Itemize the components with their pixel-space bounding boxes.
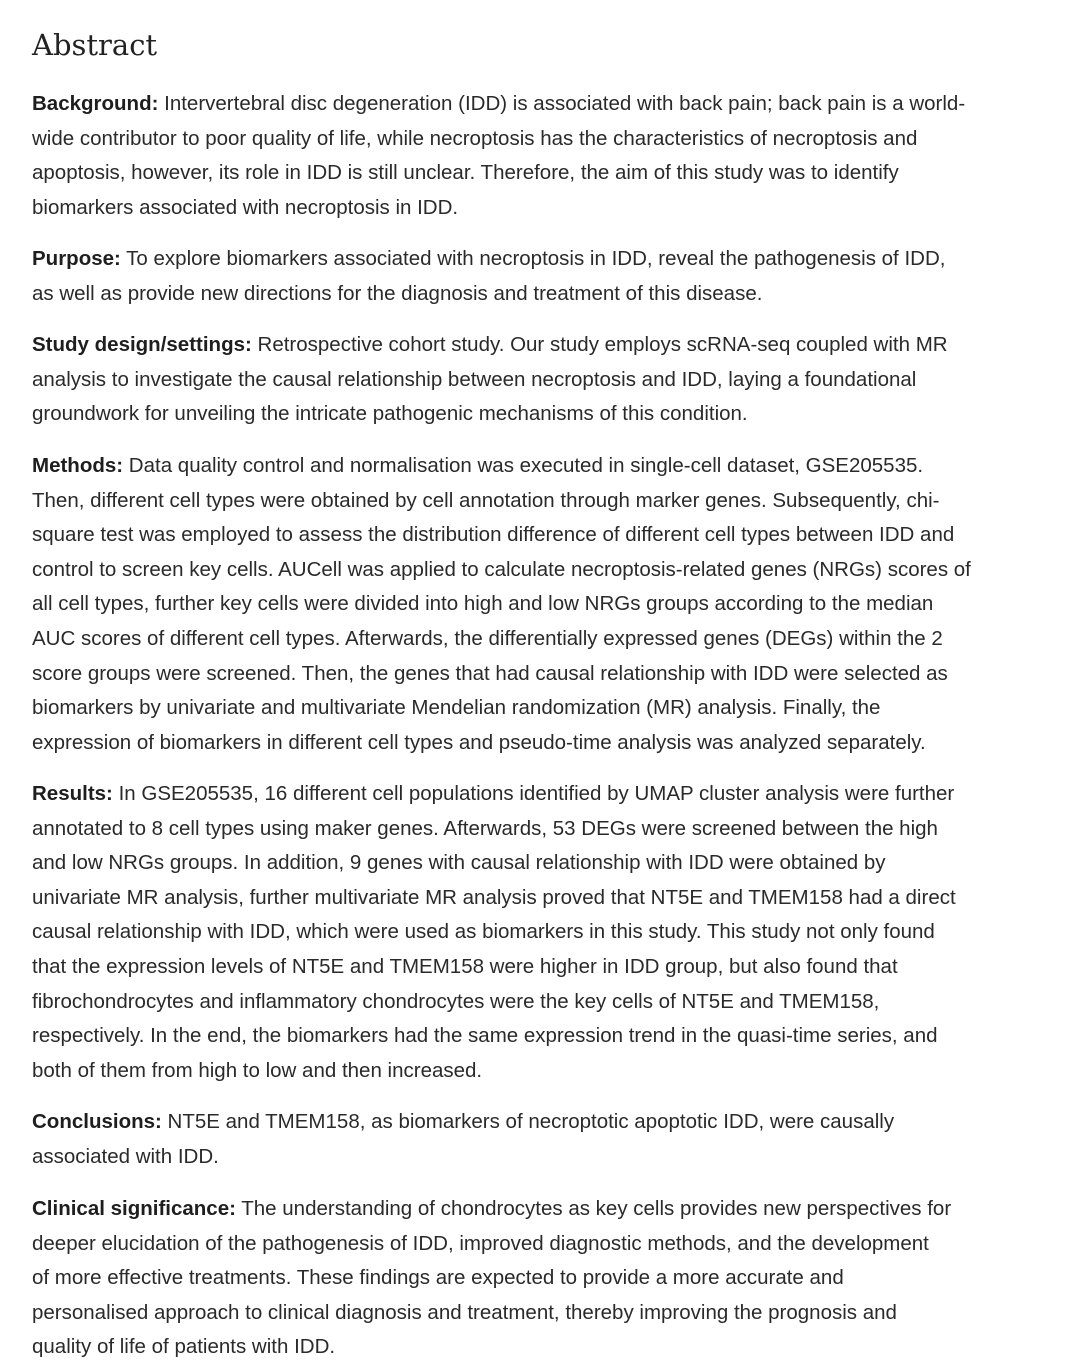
text-line	[32, 950, 1072, 985]
section-text: as well as provide new directions for the diagnosis and treatment of this disease.	[32, 281, 763, 305]
section-conclusions	[32, 1105, 1072, 1174]
text-line	[32, 1330, 1072, 1365]
text-line	[32, 846, 1072, 881]
section-methods	[32, 449, 1072, 760]
text-line	[32, 363, 1072, 398]
section-label: Methods:	[32, 454, 124, 477]
section-text: personalised approach to clinical diagnosis and treatment, thereby improving the prognosis and	[32, 1300, 897, 1324]
section-text: respectively. In the end, the biomarkers had the same expression trend in the quasi-time series, and	[32, 1024, 938, 1048]
section-label: Clinical significance:	[32, 1197, 236, 1220]
section-text: score groups were screened. Then, the genes that had causal relationship with IDD were selected as	[32, 661, 948, 685]
text-line	[32, 1054, 1072, 1089]
section-text: all cell types, further key cells were divided into high and low NRGs groups according to the median	[32, 592, 934, 616]
section-label: Conclusions:	[32, 1110, 162, 1133]
section-text: of more effective treatments. These findings are expected to provide a more accurate and	[32, 1266, 844, 1290]
text-line	[32, 1296, 1072, 1331]
section-background	[32, 87, 1072, 225]
section-text: deeper elucidation of the pathogenesis of IDD, improved diagnostic methods, and the development	[32, 1231, 929, 1255]
text-line	[32, 915, 1072, 950]
section-results	[32, 777, 1072, 1088]
text-line	[32, 397, 1072, 432]
text-line	[32, 1105, 1072, 1140]
section-text: annotated to 8 cell types using maker genes. Afterwards, 53 DEGs were screened between the high	[32, 816, 938, 840]
text-line	[32, 242, 1072, 277]
text-line	[32, 622, 1072, 657]
text-line	[32, 1227, 1072, 1262]
section-text: biomarkers by univariate and multivariate Mendelian randomization (MR) analysis. Finally, the	[32, 696, 881, 720]
section-text: wide contributor to poor quality of life, while necroptosis has the characteristics of necroptosis and	[32, 126, 918, 150]
text-line	[32, 985, 1072, 1020]
text-line	[32, 812, 1072, 847]
text-line	[32, 191, 1072, 226]
section-text: AUC scores of different cell types. Afterwards, the differentially expressed genes (DEGs) within the 2	[32, 626, 943, 650]
section-study-design	[32, 328, 1072, 432]
text-line	[32, 587, 1072, 622]
text-line	[32, 122, 1072, 157]
section-text: causal relationship with IDD, which were used as biomarkers in this study. This study not only found	[32, 920, 935, 944]
text-line	[32, 156, 1072, 191]
section-label: Results:	[32, 782, 113, 805]
section-text: Data quality control and normalisation was executed in single-cell dataset, GSE205535.	[123, 454, 924, 477]
section-text: Retrospective cohort study. Our study employs scRNA-seq coupled with MR	[251, 333, 948, 356]
section-text: and low NRGs groups. In addition, 9 genes with causal relationship with IDD were obtained by	[32, 851, 886, 875]
section-text: that the expression levels of NT5E and TMEM158 were higher in IDD group, but also found that	[32, 954, 898, 978]
section-text: quality of life of patients with IDD.	[32, 1335, 336, 1359]
text-line	[32, 518, 1072, 553]
section-text: square test was employed to assess the distribution difference of different cell types between IDD and	[32, 523, 955, 547]
text-line	[32, 1192, 1072, 1227]
section-text: control to screen key cells. AUCell was applied to calculate necroptosis-related genes (NRGs) scores of	[32, 557, 971, 581]
section-text: fibrochondrocytes and inflammatory chondrocytes were the key cells of NT5E and TMEM158,	[32, 989, 880, 1013]
section-label: Purpose:	[32, 247, 121, 270]
text-line	[32, 277, 1072, 312]
text-line	[32, 726, 1072, 761]
section-text: The understanding of chondrocytes as key cells provides new perspectives for	[235, 1197, 952, 1220]
text-line	[32, 1140, 1072, 1175]
section-text: NT5E and TMEM158, as biomarkers of necroptotic apoptotic IDD, were causally	[161, 1110, 895, 1133]
text-line	[32, 328, 1072, 363]
text-line	[32, 657, 1072, 692]
section-text: Intervertebral disc degeneration (IDD) is associated with back pain; back pain is a world-	[158, 92, 966, 115]
section-text: biomarkers associated with necroptosis in IDD.	[32, 195, 459, 219]
section-text: groundwork for unveiling the intricate pathogenic mechanisms of this condition.	[32, 402, 748, 426]
section-text: To explore biomarkers associated with necroptosis in IDD, reveal the pathogenesis of IDD,	[120, 247, 946, 270]
text-line	[32, 1019, 1072, 1054]
section-purpose	[32, 242, 1072, 311]
section-text: In GSE205535, 16 different cell populations identified by UMAP cluster analysis were further	[112, 782, 955, 805]
text-line	[32, 1261, 1072, 1296]
section-label: Study design/settings:	[32, 333, 252, 356]
text-line	[32, 777, 1072, 812]
section-label: Background:	[32, 92, 159, 115]
abstract-heading: Abstract	[32, 28, 158, 62]
section-text: apoptosis, however, its role in IDD is still unclear. Therefore, the aim of this study was to identify	[32, 161, 899, 185]
section-text: analysis to investigate the causal relationship between necroptosis and IDD, laying a foundational	[32, 367, 917, 391]
section-clinical-significance	[32, 1192, 1072, 1365]
section-text: associated with IDD.	[32, 1144, 219, 1168]
section-text: expression of biomarkers in different cell types and pseudo-time analysis was analyzed separately.	[32, 730, 926, 754]
text-line	[32, 87, 1072, 122]
section-text: both of them from high to low and then increased.	[32, 1058, 483, 1082]
section-text: Then, different cell types were obtained by cell annotation through marker genes. Subsequently, chi-	[32, 488, 940, 512]
section-text: univariate MR analysis, further multivariate MR analysis proved that NT5E and TMEM158 had a direct	[32, 885, 956, 909]
text-line	[32, 484, 1072, 519]
text-line	[32, 553, 1072, 588]
text-line	[32, 449, 1072, 484]
text-line	[32, 691, 1072, 726]
text-line	[32, 881, 1072, 916]
